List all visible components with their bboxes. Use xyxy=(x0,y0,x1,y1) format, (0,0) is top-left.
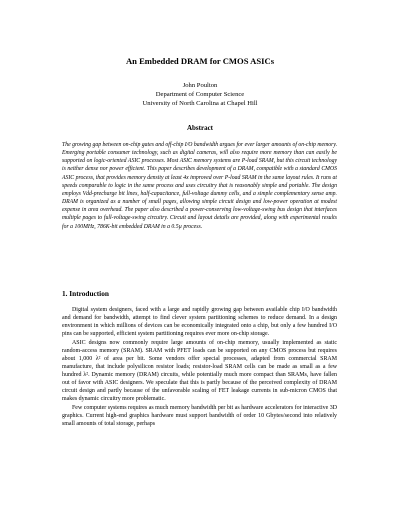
author-block xyxy=(0,82,400,108)
author-name: John Poulton xyxy=(182,82,218,89)
paper-title: An Embedded DRAM for CMOS ASICs xyxy=(125,56,275,66)
introduction-body xyxy=(62,306,337,428)
abstract-heading: Abstract xyxy=(186,124,214,132)
abstract-text: The growing gap between on-chip gates and off-chip I/O bandwidth argues for ever larger amounts of on-chip memory. Emerging portable consumer technology, such as digital cameras, will also require more memory than can easily be supported on logic-oriented ASIC processes. Most ASIC memory systems are P-load SRAM, but this circuit technology is neither dense nor power efficient. This paper describes development of a DRAM, compatible with a standard CMOS ASIC process, that provides memory density at least 4x improved over P-load SRAM in the same layout rules. It runs at speeds comparable to logic in the same process and uses circuitry that is reasonably simple and portable. The design employs Vdd-precharge bit lines, half-capacitance, full-voltage dummy cells, and a simple complementary sense amp. DRAM is organized as a number of small pages, allowing simple circuit design and low-power operation at modest expense in area overhead. The paper also described a power-conserving low-voltage-swing bus design that interfaces multiple pages to full-voltage-swing circuitry. Circuit and layout details are provided, along with experimental results for a 100MHz, 786K-bit embedded DRAM in a 0.5µ process. xyxy=(62,142,338,230)
body-paragraph: Digital system designers, faced with a large and rapidly growing gap between available chip I/O bandwidth and demand for bandwidth, attempt to find clever system partitioning schemes to reduce demand. In a design environment in which millions of devices can be economically integrated onto a chip, but only a few hundred I/O pins can be supported, efficient system partitioning requires ever more on-chip storage. xyxy=(62,307,337,338)
body-paragraph: Few computer systems requires as much memory bandwidth per bit as hardware accelerators for interactive 3D graphics. Current high-end graphics hardware must support bandwidth of order 10 Gbytes/second into relatively small amounts of total storage, perhaps xyxy=(62,404,337,427)
body-paragraph: ASIC designs now commonly require large amounts of on-chip memory, usually implemented as static random-access memory (SRAM). SRAM with PFET loads can be supported on any CMOS process but requires about 1,000 λ² of area per bit. Some vendors offer special processes, adapted from commercial SRAM manufacture, that include polysilicon resistor loads; resistor-load SRAM cells can be made as small as a few hundred λ². Dynamic memory (DRAM) circuits, while potentially much more compact than SRAMs, have fallen out of favor with ASIC designers. We speculate that this is partly because of the perceived complexity of DRAM circuit design and partly because of the unfavorable scaling of FET leakage currents in sub-micron CMOS that makes dynamic circuitry more problematic. xyxy=(62,339,337,403)
author-department: Department of Computer Science xyxy=(155,90,245,98)
author-affiliation: University of North Carolina at Chapel Hill xyxy=(142,99,258,107)
section-heading-introduction: 1. Introduction xyxy=(62,289,109,298)
